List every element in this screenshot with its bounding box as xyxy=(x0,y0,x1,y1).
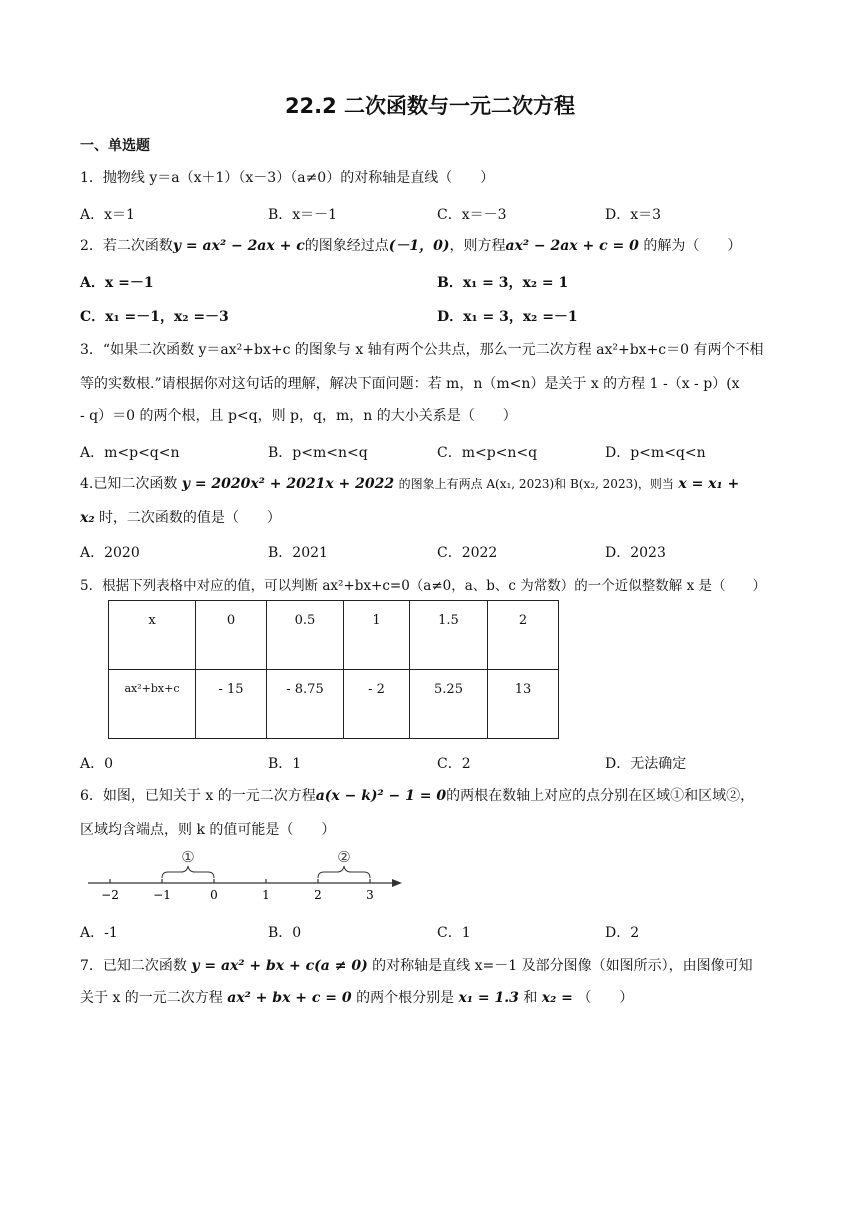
table-cell: 1.5 xyxy=(410,601,488,670)
q1-option-b: B．x＝－1 xyxy=(268,207,338,223)
q6-stem-b: 的两根在数轴上对应的点分别在区域①和区域②， xyxy=(446,788,755,804)
q7-stem-d: 的两个根分别是 xyxy=(356,990,455,1006)
tick-label: −1 xyxy=(153,888,171,902)
q6-option-b: B．0 xyxy=(268,925,302,941)
table-cell: 13 xyxy=(488,670,559,739)
q6-stem-a: 6．如图，已知关于 x 的一元二次方程 xyxy=(80,788,316,804)
q5-stem: 5．根据下列表格中对应的值，可以判断 ax²+bx+c=0（a≠0，a、b、c 为常数）的一个近似整数解 x 是（ ） xyxy=(80,578,766,594)
q4-line-2 xyxy=(80,508,281,528)
q1-option-a: A．x＝1 xyxy=(80,207,135,223)
q5-option-d: D．无法确定 xyxy=(605,756,687,772)
q4-option-a: A．2020 xyxy=(80,545,140,561)
q4-line-1 xyxy=(80,474,739,494)
q4-stem-b: 的图象上有两点 A(x₁, 2023)和 B(x₂, 2023)，则当 xyxy=(398,477,674,491)
q7-function: y = ax² + bx + c(a ≠ 0) xyxy=(191,958,368,974)
region-2-brace xyxy=(318,866,370,878)
q7-answer-blank: （ ） xyxy=(577,990,634,1006)
q4-x-sum: x = x₁ + xyxy=(678,476,740,492)
q3-line-1: 3．“如果二次函数 y＝ax²+bx+c 的图象与 x 轴有两个公共点，那么一元二次方程 ax²+bx+c＝0 有两个不相 xyxy=(80,342,764,358)
q1-option-d: D．x＝3 xyxy=(605,207,662,223)
region-2-label: ② xyxy=(337,848,351,866)
q2-option-c: C．x₁ =－1，x₂ =－3 xyxy=(80,309,229,325)
q6-option-a: A．-1 xyxy=(80,925,118,941)
q6-equation: a(x − k)² − 1 = 0 xyxy=(315,788,447,804)
tick-label: 0 xyxy=(210,888,218,902)
q5-value-table xyxy=(108,600,559,739)
table-cell: - 8.75 xyxy=(267,670,344,739)
q3-option-a: A．m<p<q<n xyxy=(80,445,180,461)
q4-function: y = 2020x² + 2021x + 2022 xyxy=(181,476,395,492)
tick-label: −2 xyxy=(101,888,119,902)
table-cell: - 15 xyxy=(196,670,267,739)
q7-equation: ax² + bx + c = 0 xyxy=(227,990,352,1006)
q6-line-1 xyxy=(80,786,754,806)
q6-option-d: D．2 xyxy=(605,925,640,941)
q2-option-d: D．x₁ = 3，x₂ =－1 xyxy=(437,309,578,325)
q1-stem: 1．抛物线 y＝a（x＋1）（x－3）（a≠0）的对称轴是直线（ ） xyxy=(80,170,495,186)
q2-stem xyxy=(80,236,741,256)
tick-label: 1 xyxy=(262,888,270,902)
q5-option-a: A．0 xyxy=(80,756,114,772)
table-row xyxy=(109,670,559,739)
q7-line-1 xyxy=(80,956,753,976)
q2-stem-c: ，则方程 xyxy=(449,238,506,254)
q2-formula: y = ax² − 2ax + c xyxy=(172,238,305,254)
q4-line-2-text: 时，二次函数的值是（ ） xyxy=(98,510,281,526)
q2-option-b: B．x₁ = 3，x₂ = 1 xyxy=(437,275,569,291)
q1-option-c: C．x＝－3 xyxy=(437,207,507,223)
q6-option-c: C．1 xyxy=(437,925,471,941)
q4-option-d: D．2023 xyxy=(605,545,666,561)
q3-line-3: - q）＝0 的两个根，且 p<q，则 p，q，m，n 的大小关系是（ ） xyxy=(80,408,517,424)
q3-option-c: C．m<p<n<q xyxy=(437,445,538,461)
q3-option-b: B．p<m<n<q xyxy=(268,445,368,461)
q6-number-line xyxy=(80,848,410,904)
q2-point: (－1，0) xyxy=(388,238,450,254)
q7-stem-b: 的对称轴是直线 x=－1 及部分图像（如图所示），由图像可知 xyxy=(372,958,753,974)
table-cell: ax²+bx+c xyxy=(109,670,196,739)
tick-label: 3 xyxy=(366,888,374,902)
q2-option-a: A．x =－1 xyxy=(80,275,154,291)
q5-option-c: C．2 xyxy=(437,756,471,772)
region-1-brace xyxy=(162,866,214,878)
table-cell: 0 xyxy=(196,601,267,670)
arrow-head-icon xyxy=(392,879,402,887)
section-heading: 一、单选题 xyxy=(80,138,150,154)
q6-line-2: 区域均含端点，则 k 的值可能是（ ） xyxy=(80,822,336,838)
q7-stem-c: 关于 x 的一元二次方程 xyxy=(80,990,223,1006)
q5-option-b: B．1 xyxy=(268,756,302,772)
q3-line-2: 等的实数根.”请根据你对这句话的理解，解决下面问题：若 m，n（m<n）是关于 x 的方程 1 -（x - p）(x xyxy=(80,376,740,392)
table-cell: - 2 xyxy=(344,670,410,739)
q7-stem-a: 7．已知二次函数 xyxy=(80,958,187,974)
q2-stem-a: 2．若二次函数 xyxy=(80,238,173,254)
table-cell: 0.5 xyxy=(267,601,344,670)
q2-equation: ax² − 2ax + c = 0 xyxy=(505,238,639,254)
table-cell: 1 xyxy=(344,601,410,670)
q4-x2: x₂ xyxy=(80,510,95,526)
table-cell: x xyxy=(109,601,196,670)
q2-stem-d: 的解为（ ） xyxy=(638,238,742,254)
q2-stem-b: 的图象经过点 xyxy=(304,238,389,254)
q4-option-c: C．2022 xyxy=(437,545,498,561)
table-row xyxy=(109,601,559,670)
q4-option-b: B．2021 xyxy=(268,545,328,561)
q7-line-2 xyxy=(80,988,633,1008)
q7-stem-e: 和 xyxy=(523,990,538,1006)
q3-option-d: D．p<m<q<n xyxy=(605,445,706,461)
region-1-label: ① xyxy=(181,848,195,866)
tick-label: 2 xyxy=(314,888,322,902)
q7-root-1: x₁ = 1.3 xyxy=(458,990,519,1006)
table-cell: 5.25 xyxy=(410,670,488,739)
table-cell: 2 xyxy=(488,601,559,670)
q4-stem-a: 4.已知二次函数 xyxy=(80,476,178,492)
q7-root-2: x₂ = xyxy=(541,990,573,1006)
page-title: 22.2 二次函数与一元二次方程 xyxy=(284,94,576,118)
